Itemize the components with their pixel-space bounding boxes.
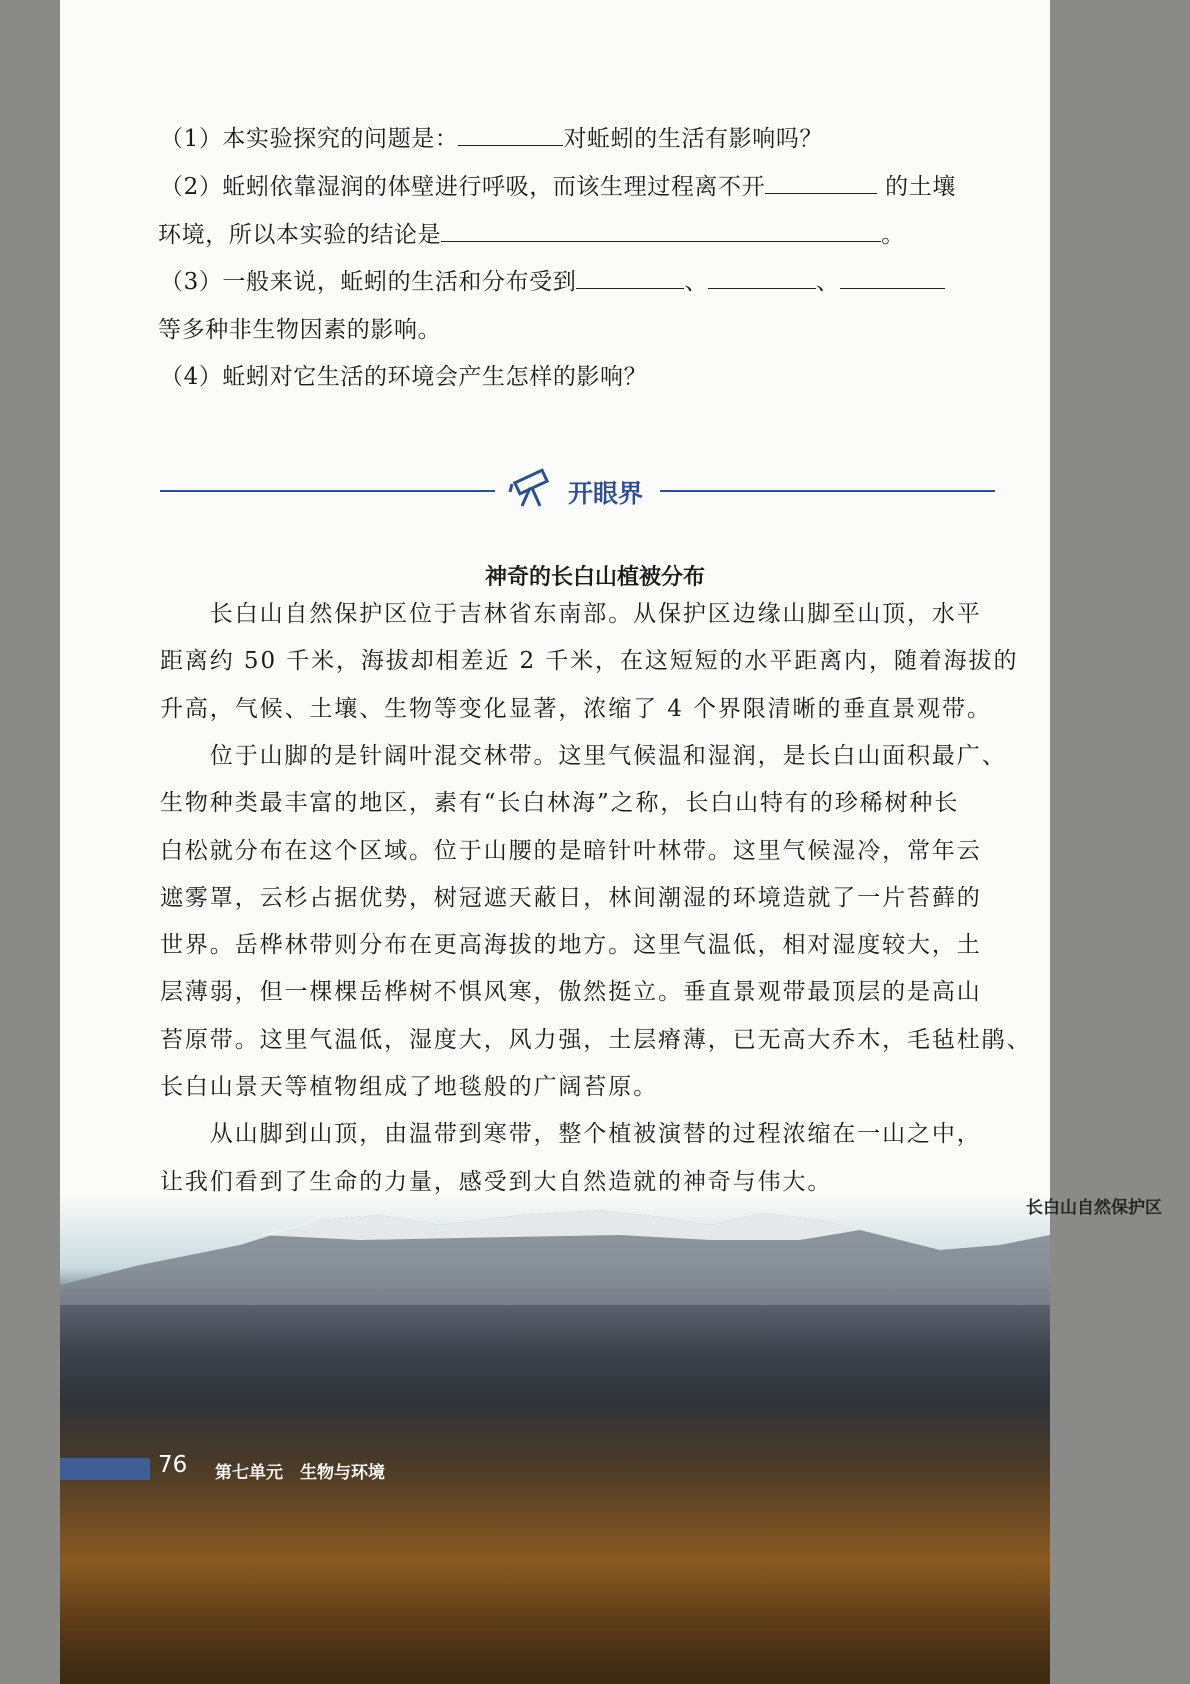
q1-text: （1）本实验探究的问题是： (160, 126, 459, 152)
answer-blank[interactable] (576, 268, 684, 289)
q2-text-2: 环境，所以本实验的结论是 (158, 222, 442, 248)
article-line: 长白山景天等植物组成了地毯般的广阔苔原。 (160, 1074, 658, 1100)
footer-bar (60, 1458, 150, 1480)
question-1 (160, 120, 1000, 153)
section-title: 开眼界 (568, 479, 644, 508)
separator: 、 (816, 269, 840, 295)
question-2-cont (158, 216, 998, 249)
article-line: 苔原带。这里气温低，湿度大，风力强，土层瘠薄，已无高大乔木，毛毡杜鹃、 (160, 1026, 1032, 1053)
article-line: 从山脚到山顶，由温带到寒带，整个植被演替的过程浓缩在一山之中， (160, 1121, 982, 1148)
question-3-cont: 等多种非生物因素的影响。 (158, 317, 442, 343)
question-3 (160, 263, 1000, 296)
q3-text: （3）一般来说，蚯蚓的生活和分布受到 (160, 269, 577, 295)
page-number: 76 (158, 1452, 188, 1478)
separator: 、 (684, 269, 709, 295)
article-line: 白松就分布在这个区域。位于山腰的是暗针叶林带。这里气候湿冷，常年云 (160, 837, 982, 864)
q2-text: （2）蚯蚓依靠湿润的体壁进行呼吸，而该生理过程离不开 (160, 174, 766, 200)
snowy-peaks (60, 1195, 1050, 1684)
question-2 (160, 168, 1000, 201)
article-line: 遮雾罩，云杉占据优势，树冠遮天蔽日，林间潮湿的环境造就了一片苔藓的 (160, 884, 982, 911)
article-title: 神奇的长白山植被分布 (484, 565, 705, 590)
answer-blank[interactable] (840, 268, 945, 289)
answer-blank[interactable] (708, 268, 816, 289)
article-line: 升高，气候、土壤、生物等变化显著，浓缩了 4 个界限清晰的垂直景观带。 (160, 695, 992, 722)
period: 。 (881, 222, 905, 248)
article-line: 长白山自然保护区位于吉林省东南部。从保护区边缘山脚至山顶，水平 (160, 601, 982, 627)
article-line: 层薄弱，但一棵棵岳桦树不惧风寒，傲然挺立。垂直景观带最顶层的是高山 (160, 979, 982, 1006)
answer-blank[interactable] (765, 173, 877, 194)
mountain-photo (60, 1195, 1050, 1684)
answer-blank[interactable] (441, 221, 881, 242)
unit-title: 第七单元 生物与环境 (215, 1463, 385, 1483)
article-line: 世界。岳桦林带则分布在更高海拔的地方。这里气温低，相对湿度较大，土 (160, 932, 982, 959)
article-line: 位于山脚的是针阔叶混交林带。这里气候温和湿润，是长白山面积最广、 (160, 742, 1007, 769)
article-line: 距离约 50 千米，海拔却相差近 2 千米，在这短短的水平距离内，随着海拔的 (160, 648, 1019, 675)
divider (660, 490, 995, 492)
article-line: 让我们看到了生命的力量，感受到大自然造就的神奇与伟大。 (160, 1168, 833, 1195)
question-4: （4）蚯蚓对它生活的环境会产生怎样的影响？ (160, 364, 648, 390)
q2-text-end: 的土壤 (885, 174, 956, 200)
divider (160, 490, 495, 492)
q1-text-end: 对蚯蚓的生活有影响吗？ (563, 126, 824, 152)
telescope-icon (508, 466, 558, 508)
section-banner (160, 478, 995, 508)
answer-blank[interactable] (458, 125, 563, 146)
article-line: 生物种类最丰富的地区，素有“长白林海”之称，长白山特有的珍稀树种长 (160, 790, 960, 817)
photo-caption: 长白山自然保护区 (1026, 1198, 1162, 1218)
